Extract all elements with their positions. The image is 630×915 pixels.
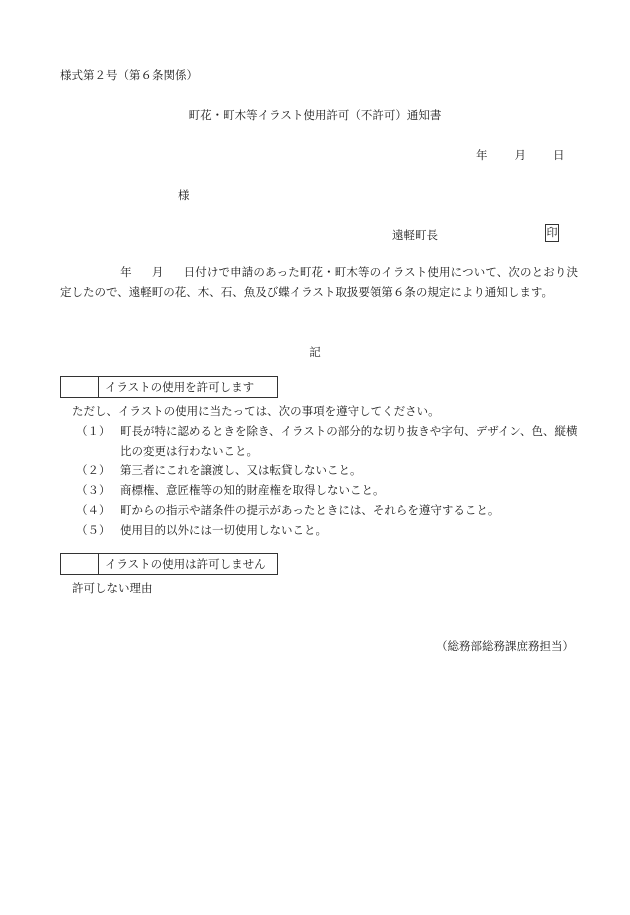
ki-heading: 記 — [309, 345, 321, 359]
date-day: 日 — [553, 148, 565, 162]
condition-number: （３） — [76, 483, 111, 497]
condition-item — [76, 422, 581, 461]
body-text: 日付けで申請のあった町花・町木等のイラスト使用について、次のとおり決定したので、遠軽町の花、木、石、魚及び蝶イラスト取扱要領第６条の規定により通知します。 — [60, 265, 579, 299]
condition-number: （２） — [76, 463, 111, 477]
condition-text: 商標権、意匠権等の知的財産権を取得しないこと。 — [120, 483, 385, 497]
condition-text: 町からの指示や諸条件の提示があったときには、それらを遵守すること。 — [120, 503, 500, 517]
department-note: （総務部総務課庶務担当） — [436, 639, 574, 653]
condition-number: （５） — [76, 523, 111, 537]
document-title: 町花・町木等イラスト使用許可（不許可）通知書 — [188, 108, 442, 122]
body-year: 年 — [120, 265, 132, 279]
notice-body — [60, 263, 578, 302]
condition-item — [76, 461, 581, 481]
seal-mark: 印 — [545, 224, 559, 242]
issuer: 遠軽町長 — [392, 228, 438, 242]
date-month: 月 — [514, 148, 526, 162]
option-deny-checkbox[interactable] — [61, 554, 99, 574]
option-permit-box — [60, 376, 278, 398]
condition-item — [76, 521, 581, 541]
option-permit-label: イラストの使用を許可します — [105, 380, 255, 394]
condition-number: （４） — [76, 503, 111, 517]
addressee: 様 — [178, 188, 190, 202]
condition-text: 町長が特に認めるときを除き、イラストの部分的な切り抜きや字句、デザイン、色、縦横比の変更は行わないこと。 — [120, 424, 578, 458]
condition-text: 使用目的以外には一切使用しないこと。 — [120, 523, 327, 537]
permit-note: ただし、イラストの使用に当たっては、次の事項を遵守してください。 — [72, 404, 440, 418]
condition-number: （１） — [76, 424, 111, 438]
option-permit-checkbox[interactable] — [61, 377, 99, 397]
form-number: 様式第２号（第６条関係） — [60, 68, 198, 82]
condition-item — [76, 481, 581, 501]
deny-reason-label: 許可しない理由 — [72, 581, 153, 595]
condition-text: 第三者にこれを譲渡し、又は転貸しないこと。 — [120, 463, 362, 477]
body-month: 月 — [151, 265, 164, 279]
date-year: 年 — [476, 148, 488, 162]
option-deny-box — [60, 553, 278, 575]
option-deny-label: イラストの使用は許可しません — [105, 557, 266, 571]
condition-item — [76, 501, 581, 521]
date-line — [476, 150, 565, 162]
